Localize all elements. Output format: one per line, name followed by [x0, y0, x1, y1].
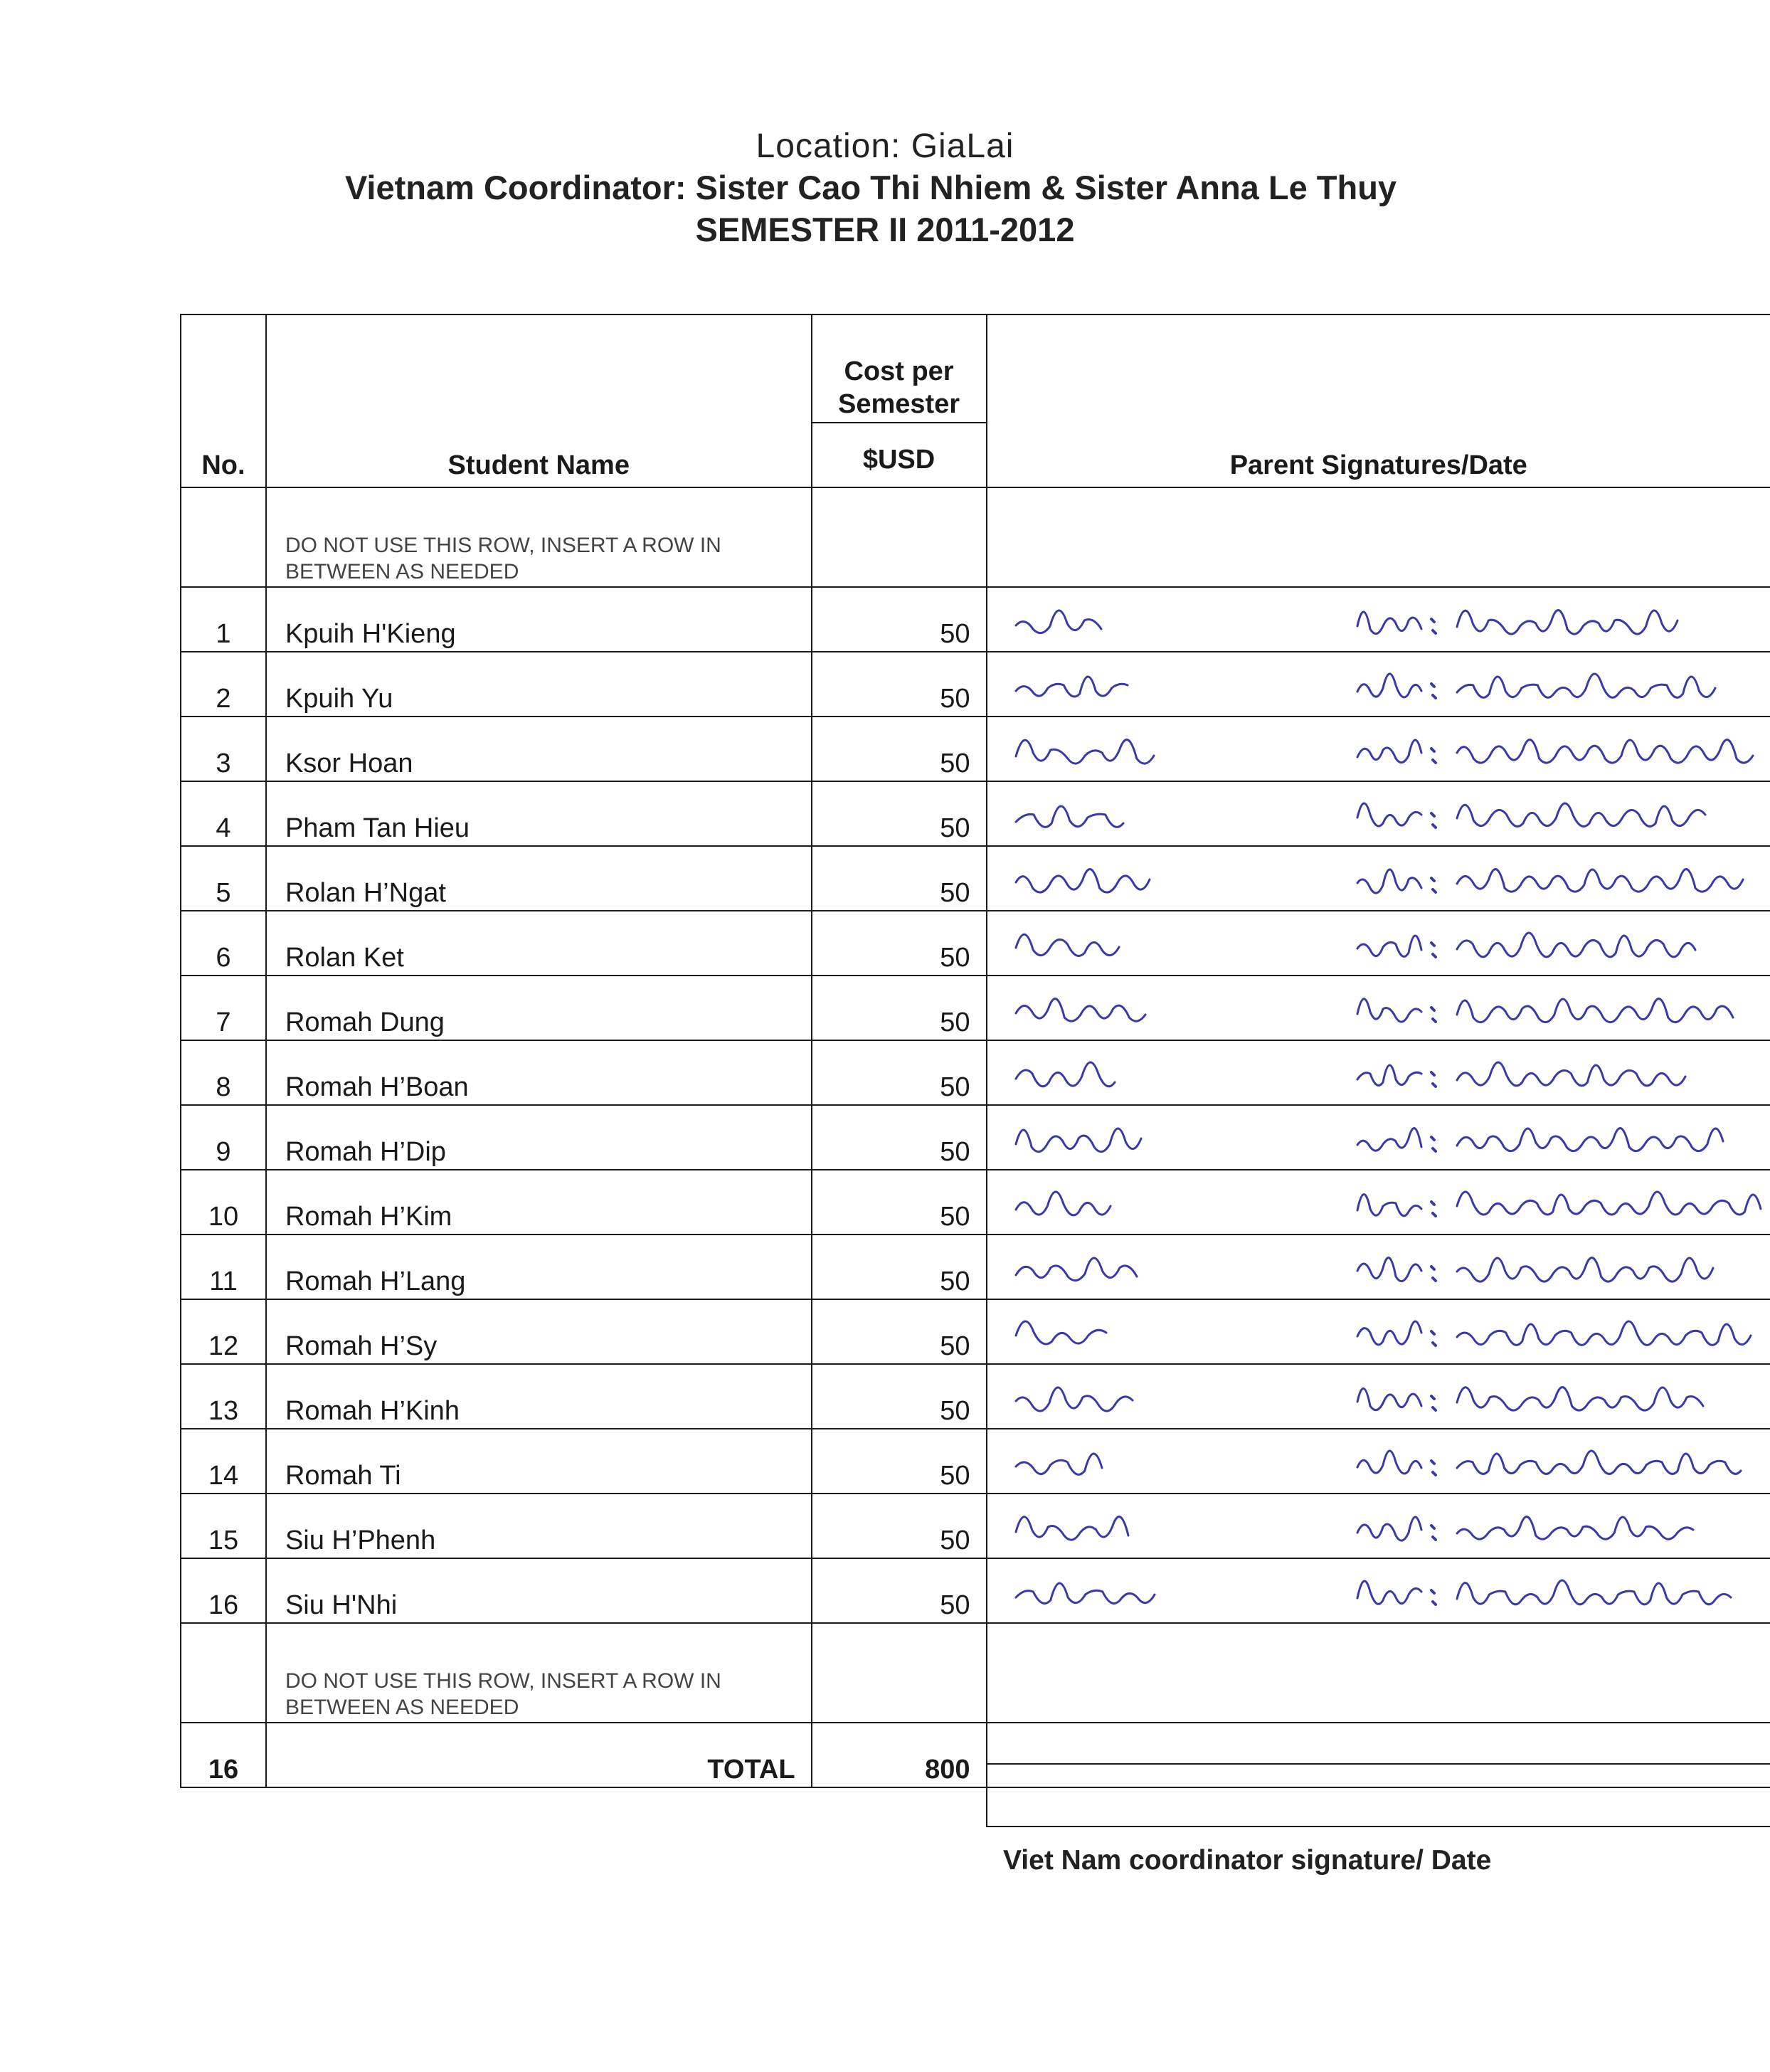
handwritten-signature — [987, 911, 1770, 973]
row-cost: 50 — [812, 1170, 987, 1235]
row-cost: 50 — [812, 976, 987, 1040]
placeholder-note: DO NOT USE THIS ROW, INSERT A ROW IN BETWEEN AS NEEDED — [285, 534, 721, 583]
handwritten-signature — [987, 1300, 1770, 1362]
student-name: Romah Ti — [266, 1429, 812, 1494]
parent-signature-cell — [987, 846, 1770, 911]
row-number: 4 — [181, 781, 266, 846]
row-cost: 50 — [812, 717, 987, 781]
table-row — [181, 587, 1770, 652]
row-cost: 50 — [812, 1494, 987, 1558]
row-number: 5 — [181, 846, 266, 911]
row-number: 3 — [181, 717, 266, 781]
row-cost: 50 — [812, 1364, 987, 1429]
table-row — [181, 911, 1770, 976]
student-name: Kpuih Yu — [266, 652, 812, 717]
row-number: 16 — [181, 1558, 266, 1623]
row-cost: 50 — [812, 1558, 987, 1623]
row-cost: 50 — [812, 1040, 987, 1105]
parent-signature-cell — [987, 1429, 1770, 1494]
row-number: 10 — [181, 1170, 266, 1235]
student-name: Romah H’Boan — [266, 1040, 812, 1105]
location-heading: Location: GiaLai — [756, 127, 1014, 165]
table-row — [181, 1364, 1770, 1429]
total-label: TOTAL — [266, 1723, 812, 1787]
handwritten-signature — [987, 1494, 1770, 1556]
coordinator-heading: Vietnam Coordinator: Sister Cao Thi Nhiem & Sister Anna Le Thuy — [344, 169, 1397, 206]
student-name: Romah H’Dip — [266, 1105, 812, 1170]
student-name: Rolan H’Ngat — [266, 846, 812, 911]
header-cost-unit: $USD — [862, 445, 936, 475]
parent-signature-cell — [987, 1494, 1770, 1558]
student-name: Rolan Ket — [266, 911, 812, 976]
table-row — [181, 976, 1770, 1040]
student-name: Romah H’Sy — [266, 1299, 812, 1364]
table-row — [181, 1040, 1770, 1105]
handwritten-signature — [987, 1365, 1770, 1427]
student-name: Romah H’Kinh — [266, 1364, 812, 1429]
student-name: Romah Dung — [266, 976, 812, 1040]
handwritten-signature — [987, 1041, 1770, 1103]
placeholder-row-top — [181, 487, 1770, 587]
parent-signature-cell — [987, 652, 1770, 717]
table-row — [181, 652, 1770, 717]
row-cost: 50 — [812, 652, 987, 717]
table-row — [181, 717, 1770, 781]
handwritten-signature — [987, 652, 1770, 714]
placeholder-row-bottom — [181, 1623, 1770, 1723]
parent-signature-cell — [987, 976, 1770, 1040]
handwritten-signature — [987, 1429, 1770, 1491]
row-number: 1 — [181, 587, 266, 652]
parent-signature-cell — [987, 1170, 1770, 1235]
table-row — [181, 1235, 1770, 1299]
parent-signature-cell — [987, 587, 1770, 652]
student-name: Pham Tan Hieu — [266, 781, 812, 846]
row-cost: 50 — [812, 1429, 987, 1494]
student-name: Ksor Hoan — [266, 717, 812, 781]
handwritten-signature — [987, 782, 1770, 844]
row-number: 8 — [181, 1040, 266, 1105]
row-cost: 50 — [812, 1235, 987, 1299]
parent-signature-cell — [987, 911, 1770, 976]
handwritten-signature — [987, 717, 1770, 779]
row-number: 12 — [181, 1299, 266, 1364]
table-row — [181, 846, 1770, 911]
row-number: 13 — [181, 1364, 266, 1429]
semester-heading: SEMESTER II 2011-2012 — [695, 211, 1075, 248]
table-row — [181, 1494, 1770, 1558]
header-parent-signatures: Parent Signatures/Date — [987, 314, 1770, 487]
parent-signature-cell — [987, 781, 1770, 846]
handwritten-signature — [987, 976, 1770, 1038]
handwritten-signature — [987, 588, 1770, 650]
table-row — [181, 1299, 1770, 1364]
parent-signature-cell — [987, 717, 1770, 781]
header-cost — [812, 314, 987, 487]
row-number: 14 — [181, 1429, 266, 1494]
parent-signature-cell — [987, 1364, 1770, 1429]
table-row — [181, 781, 1770, 846]
handwritten-signature — [987, 1235, 1770, 1297]
handwritten-signature — [987, 847, 1770, 909]
row-number: 11 — [181, 1235, 266, 1299]
total-count: 16 — [181, 1723, 266, 1787]
row-number: 9 — [181, 1105, 266, 1170]
header-student-name: Student Name — [266, 314, 812, 487]
handwritten-signature — [987, 1106, 1770, 1168]
table-row — [181, 1105, 1770, 1170]
header-no: No. — [181, 314, 266, 487]
student-rows — [181, 587, 1770, 1623]
parent-signature-cell — [987, 1558, 1770, 1623]
coordinator-signature-label: Viet Nam coordinator signature/ Date — [1003, 1845, 1492, 1876]
row-cost: 50 — [812, 846, 987, 911]
coordinator-signature-box — [986, 1763, 1770, 1827]
parent-signature-cell — [987, 1299, 1770, 1364]
student-name: Romah H’Lang — [266, 1235, 812, 1299]
table-row — [181, 1429, 1770, 1494]
parent-signature-cell — [987, 1040, 1770, 1105]
row-number: 2 — [181, 652, 266, 717]
table-row — [181, 1558, 1770, 1623]
student-name: Siu H'Nhi — [266, 1558, 812, 1623]
row-number: 6 — [181, 911, 266, 976]
row-cost: 50 — [812, 911, 987, 976]
header-row — [181, 314, 1770, 487]
student-name: Romah H’Kim — [266, 1170, 812, 1235]
parent-signature-cell — [987, 1235, 1770, 1299]
row-cost: 50 — [812, 781, 987, 846]
student-name: Kpuih H'Kieng — [266, 587, 812, 652]
table-row — [181, 1170, 1770, 1235]
student-table — [180, 314, 1770, 1788]
row-cost: 50 — [812, 587, 987, 652]
header-cost-per-semester: Cost per Semester — [812, 315, 986, 423]
placeholder-note: DO NOT USE THIS ROW, INSERT A ROW IN BETWEEN AS NEEDED — [285, 1669, 721, 1719]
total-amount: 800 — [812, 1723, 987, 1787]
row-number: 15 — [181, 1494, 266, 1558]
handwritten-signature — [987, 1559, 1770, 1621]
row-cost: 50 — [812, 1105, 987, 1170]
parent-signature-cell — [987, 1105, 1770, 1170]
handwritten-signature — [987, 1170, 1770, 1232]
student-name: Siu H’Phenh — [266, 1494, 812, 1558]
row-cost: 50 — [812, 1299, 987, 1364]
row-number: 7 — [181, 976, 266, 1040]
